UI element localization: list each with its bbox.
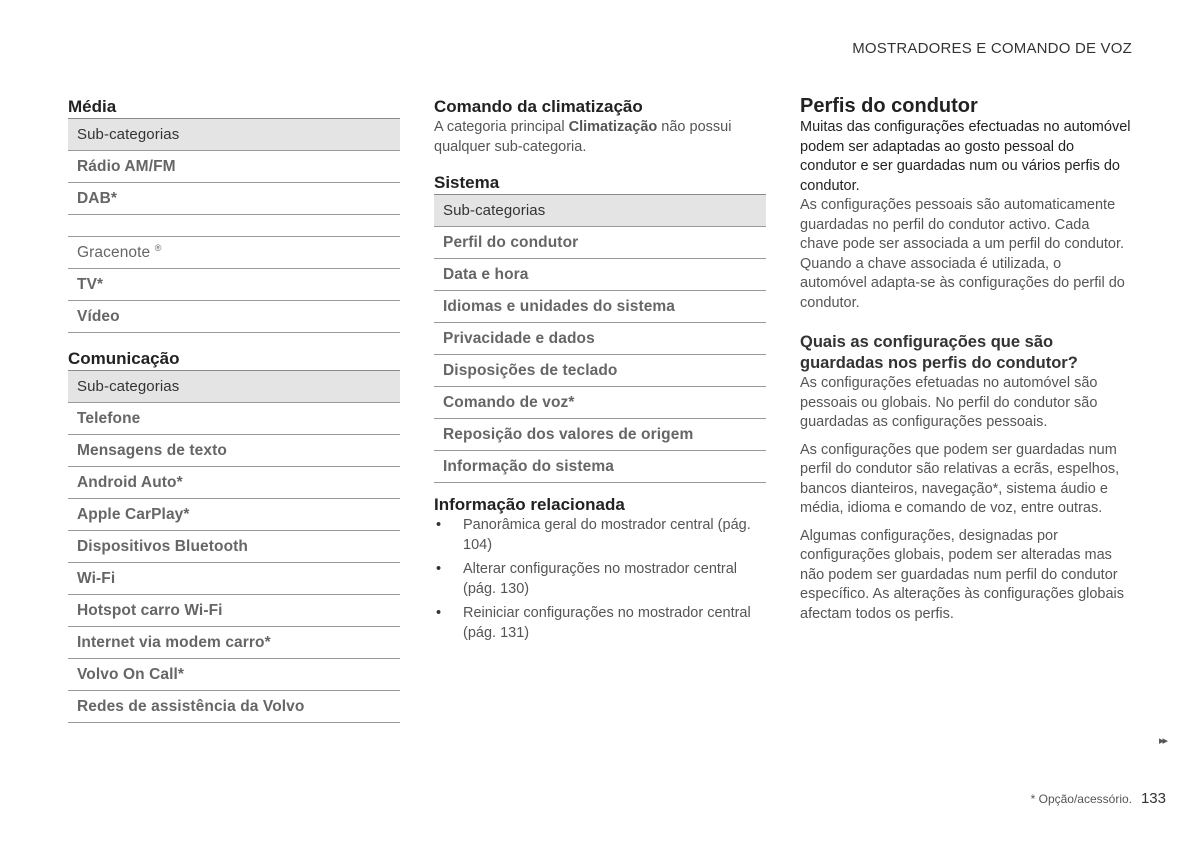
comunicacao-table-header: Sub-categorias — [68, 371, 400, 403]
clima-text-start: A categoria principal — [434, 119, 569, 135]
column-1 — [68, 95, 400, 723]
related-link[interactable]: Panorâmica geral do mostrador central (pág. 104) — [463, 517, 751, 553]
clima-section-title: Comando da climatização — [434, 97, 643, 116]
section-title: Perfis do condutor — [800, 95, 978, 117]
table-row: Comando de voz* — [434, 387, 766, 419]
table-row: Redes de assistência da Volvo — [68, 691, 400, 723]
clima-text — [434, 118, 766, 157]
table-row: Rádio AM/FM — [68, 151, 400, 183]
registered-mark: ® — [154, 243, 162, 253]
paragraph: As configurações pessoais são automaticamente guardadas no perfil do condutor activo. Cada chave pode ser associada a um perfil do condutor. Quando a chave associada é utilizada, o automóvel adapta-se às configurações do perfil do condutor. — [800, 197, 1125, 311]
page-number: 133 — [1140, 790, 1166, 807]
table-row: Mensagens de texto — [68, 435, 400, 467]
list-item[interactable] — [434, 516, 766, 555]
media-table — [68, 118, 400, 333]
table-row — [68, 237, 400, 269]
table-row: Perfil do condutor — [434, 227, 766, 259]
gracenote-label: Gracenote — [77, 244, 151, 261]
table-row: Android Auto* — [68, 467, 400, 499]
table-row: Apple CarPlay* — [68, 499, 400, 531]
table-row-empty — [68, 215, 400, 237]
comunicacao-section-title: Comunicação — [68, 349, 180, 368]
related-list — [434, 516, 766, 643]
subsection-title: Quais as configurações que são guardadas nos perfis do condutor? — [800, 333, 1078, 372]
paragraph: As configurações efetuadas no automóvel são pessoais ou globais. No perfil do condutor são guardadas as configurações pessoais. — [800, 375, 1098, 430]
table-row: Disposições de teclado — [434, 355, 766, 387]
column-2 — [434, 95, 766, 648]
table-row: Internet via modem carro* — [68, 627, 400, 659]
bullet-icon: • — [436, 605, 442, 621]
table-row: DAB* — [68, 183, 400, 215]
list-item[interactable] — [434, 560, 766, 599]
table-row: Idiomas e unidades do sistema — [434, 291, 766, 323]
bullet-icon: • — [436, 561, 442, 577]
sistema-table — [434, 194, 766, 483]
media-section-title: Média — [68, 97, 117, 116]
footnote: * Opção/acessório. — [1030, 792, 1132, 806]
table-row: Hotspot carro Wi-Fi — [68, 595, 400, 627]
clima-text-end: não possui qualquer sub-categoria. — [434, 119, 732, 155]
sistema-section-title: Sistema — [434, 173, 500, 192]
related-section-title: Informação relacionada — [434, 495, 625, 514]
comunicacao-table — [68, 370, 400, 723]
lead-paragraph: Muitas das configurações efectuadas no automóvel podem ser adaptadas ao gosto pessoal do condutor e ser guardadas num ou vários perfis do condutor. — [800, 119, 1131, 194]
table-row: Volvo On Call* — [68, 659, 400, 691]
continue-arrow-icon: ▸▸ — [1158, 735, 1166, 747]
media-table-header: Sub-categorias — [68, 119, 400, 151]
table-row: Data e hora — [434, 259, 766, 291]
column-3 — [800, 95, 1132, 624]
paragraph: Algumas configurações, designadas por configurações globais, podem ser alteradas mas não podem ser guardadas num perfil do condutor específico. As alterações às configurações globais afectam todos os perfis. — [800, 527, 1125, 622]
table-row: TV* — [68, 269, 400, 301]
page-header-title: MOSTRADORES E COMANDO DE VOZ — [852, 40, 1132, 57]
sistema-table-header: Sub-categorias — [434, 195, 766, 227]
list-item[interactable] — [434, 604, 766, 643]
table-row: Reposição dos valores de origem — [434, 419, 766, 451]
table-row: Wi-Fi — [68, 563, 400, 595]
table-row: Privacidade e dados — [434, 323, 766, 355]
table-row: Telefone — [68, 403, 400, 435]
clima-keyword: Climatização — [568, 119, 658, 135]
table-row: Vídeo — [68, 301, 400, 333]
paragraph: As configurações que podem ser guardadas num perfil do condutor são relativas a ecrãs, espelhos, bancos dianteiros, navegação*, sistema áudio e média, idioma e comando de voz, entre outras. — [800, 441, 1120, 516]
table-row: Dispositivos Bluetooth — [68, 531, 400, 563]
table-row: Informação do sistema — [434, 451, 766, 483]
related-link[interactable]: Reiniciar configurações no mostrador central (pág. 131) — [463, 605, 751, 641]
bullet-icon: • — [436, 517, 442, 533]
related-link[interactable]: Alterar configurações no mostrador central (pág. 130) — [463, 561, 738, 597]
